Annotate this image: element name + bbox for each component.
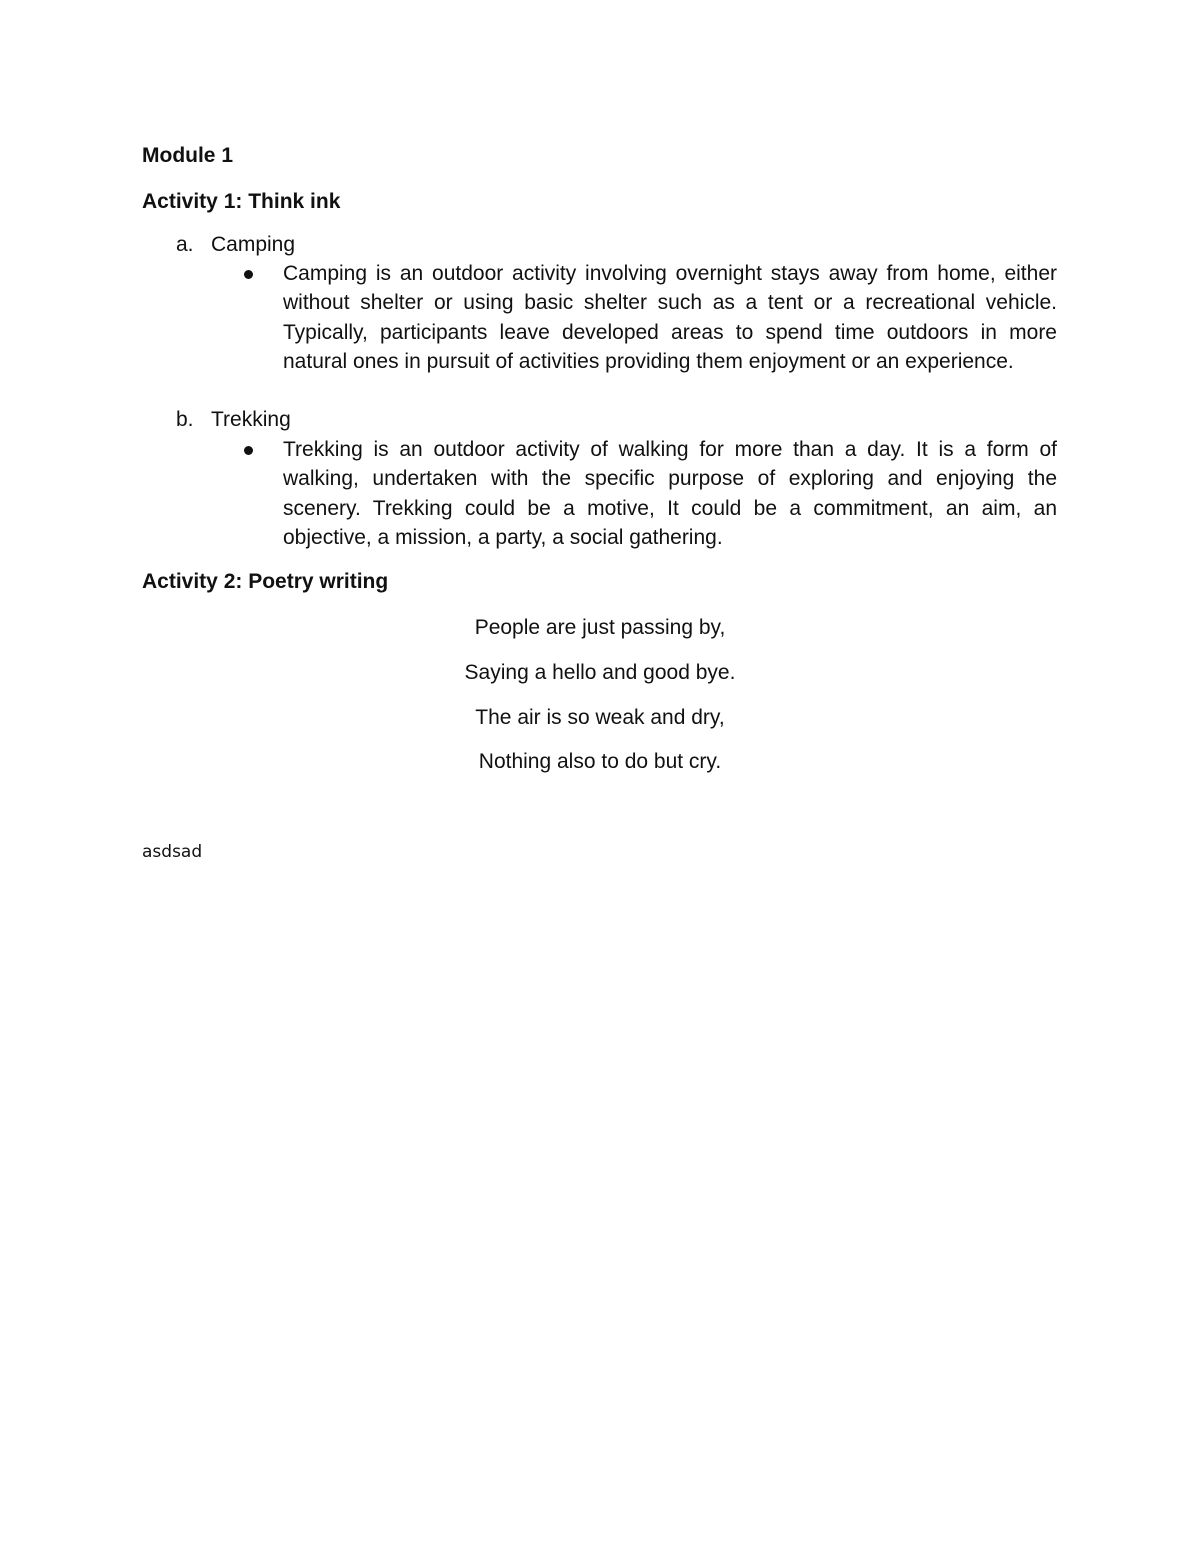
list-item-label-trekking: Trekking: [211, 408, 291, 431]
bullet-camping: [244, 259, 1057, 376]
list-marker-a: a.: [176, 233, 194, 256]
activity-1-title: Activity 1: Think ink: [142, 190, 341, 213]
poem-line: The air is so weak and dry,: [475, 706, 725, 729]
list-item-trekking: [176, 405, 291, 434]
bullet-text-camping: Camping is an outdoor activity involving overnight stays away from home, either without shelter or using basic shelter such as a tent or a recreational vehicle. Typically, participants leave developed areas to spend time outdoors in more natural ones in pursuit of activities providing them enjoyment or an experience.: [283, 262, 1057, 373]
bullet-icon: [244, 446, 253, 455]
activity-2-title: Activity 2: Poetry writing: [142, 570, 389, 593]
list-marker-b: b.: [176, 408, 194, 431]
module-title: Module 1: [142, 144, 234, 167]
poem-line: People are just passing by,: [474, 616, 726, 639]
bullet-text-trekking: Trekking is an outdoor activity of walking for more than a day. It is a form of walking, undertaken with the specific purpose of exploring and enjoying the scenery. Trekking could be a motive, It could be a commitment, an aim, an objective, a mission, a party, a social gathering.: [283, 438, 1057, 549]
list-item-label-camping: Camping: [211, 233, 296, 256]
note-text: asdsad: [142, 842, 203, 862]
bullet-icon: [244, 270, 253, 279]
poem-line: Saying a hello and good bye.: [464, 661, 736, 684]
bullet-trekking: [244, 435, 1057, 552]
poem-line: Nothing also to do but cry.: [478, 750, 722, 773]
list-item-camping: [176, 230, 295, 259]
